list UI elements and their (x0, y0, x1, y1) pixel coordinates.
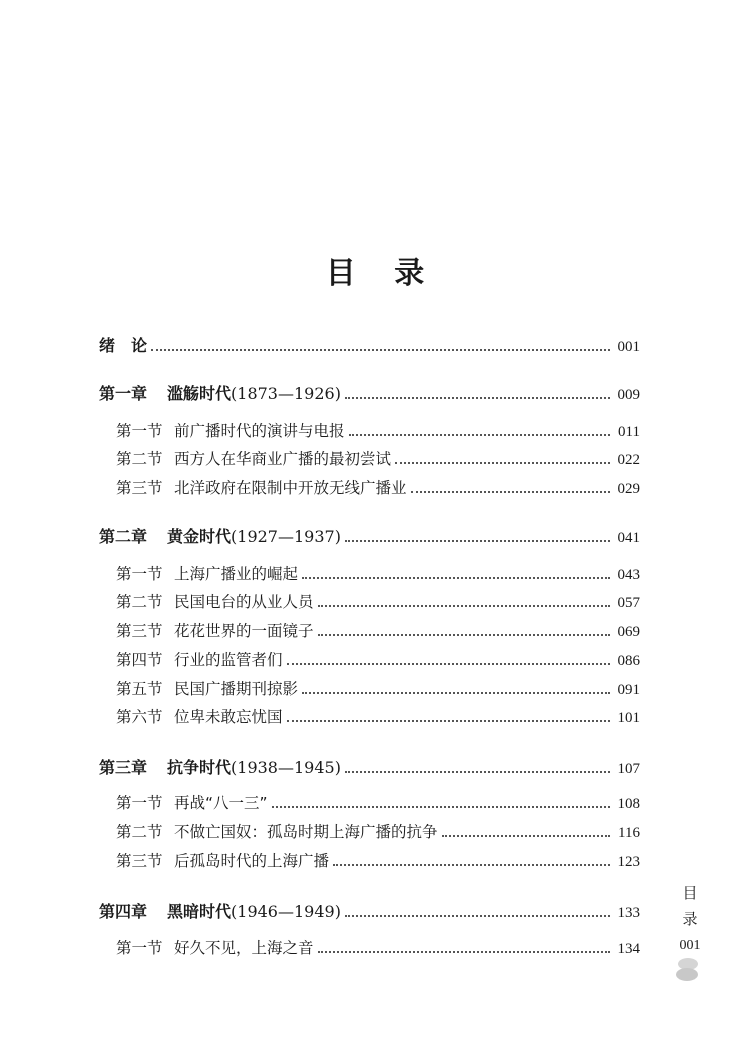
section-title: 不做亡国奴：孤岛时期上海广播的抗争 (174, 823, 438, 841)
dot-leader (287, 720, 610, 722)
dot-leader (349, 434, 610, 436)
section-title: 后孤岛时代的上海广播 (174, 852, 330, 870)
section-title: 位卑未敢忘忧国 (174, 708, 283, 726)
toc-page-number: 091 (617, 682, 640, 698)
toc-page-number: 022 (617, 452, 640, 468)
dot-leader (345, 397, 610, 399)
section-title: 好久不见，上海之音 (174, 939, 314, 957)
chapter-title: 抗争时代 (167, 758, 232, 777)
toc-intro[interactable] (99, 333, 640, 359)
section-title: 花花世界的一面镜子 (174, 622, 314, 640)
toc-section[interactable] (116, 589, 640, 615)
toc-page-number: 107 (617, 761, 640, 777)
section-title: 上海广播业的崛起 (174, 565, 299, 583)
chapter-number: 第四章 (99, 902, 148, 921)
dot-leader (395, 462, 610, 464)
section-number: 第四节 (116, 651, 163, 669)
toc-page-number: 101 (617, 710, 640, 726)
toc-page-number: 011 (618, 424, 640, 440)
dot-leader (345, 540, 610, 542)
dot-leader (318, 605, 610, 607)
dot-leader (442, 835, 610, 837)
toc-chapter-2[interactable] (99, 524, 640, 550)
toc-section[interactable] (116, 561, 640, 587)
section-title: 北洋政府在限制中开放无线广播业 (174, 479, 407, 497)
toc-section[interactable] (116, 446, 640, 472)
toc-section[interactable] (116, 935, 640, 961)
side-header-char: 录 (682, 910, 698, 928)
toc-page-number: 069 (617, 624, 640, 640)
section-title: 西方人在华商业广播的最初尝试 (174, 450, 392, 468)
chapter-number: 第三章 (99, 758, 148, 777)
page-title: 目 录 (325, 256, 439, 291)
section-number: 第三节 (116, 852, 163, 870)
toc-page-number: 134 (617, 941, 640, 957)
chapter-years: (1873—1926) (231, 384, 341, 403)
dot-leader (333, 864, 610, 866)
dot-leader (151, 349, 610, 351)
section-number: 第六节 (116, 708, 163, 726)
section-title: 再战“八一三” (174, 794, 268, 812)
section-number: 第一节 (116, 422, 163, 440)
toc-section[interactable] (116, 704, 640, 730)
chapter-number: 第二章 (99, 527, 148, 546)
toc-chapter-3[interactable] (99, 755, 640, 781)
section-number: 第三节 (116, 622, 163, 640)
toc-section[interactable] (116, 819, 640, 845)
toc-section[interactable] (116, 790, 640, 816)
dot-leader (302, 577, 610, 579)
section-title: 前广播时代的演讲与电报 (174, 422, 345, 440)
chapter-title: 滥觞时代 (167, 384, 232, 403)
chapter-title: 黄金时代 (167, 527, 232, 546)
side-running-header (676, 880, 704, 954)
toc-page-number: 001 (617, 339, 640, 355)
toc-page-number: 057 (617, 595, 640, 611)
toc-section[interactable] (116, 618, 640, 644)
dot-leader (345, 771, 610, 773)
side-page-number: 001 (679, 938, 701, 953)
section-number: 第一节 (116, 794, 163, 812)
section-number: 第二节 (116, 593, 163, 611)
dot-leader (411, 491, 610, 493)
decorative-pebble-icon (676, 968, 698, 981)
toc-section[interactable] (116, 475, 640, 501)
chapter-years: (1938—1945) (231, 758, 341, 777)
chapter-years: (1927—1937) (231, 527, 341, 546)
section-title: 行业的监管者们 (174, 651, 283, 669)
toc-chapter-4[interactable] (99, 899, 640, 925)
toc-section[interactable] (116, 676, 640, 702)
toc-chapter-1[interactable] (99, 381, 640, 407)
toc-section[interactable] (116, 647, 640, 673)
toc-page-number: 009 (617, 387, 640, 403)
chapter-years: (1946—1949) (231, 902, 341, 921)
section-title: 民国电台的从业人员 (174, 593, 314, 611)
toc-page-number: 043 (617, 567, 640, 583)
dot-leader (272, 806, 610, 808)
dot-leader (318, 634, 610, 636)
toc-page-number: 086 (617, 653, 640, 669)
side-header-char: 目 (682, 884, 698, 902)
toc-page-number: 029 (617, 481, 640, 497)
toc-page-number: 116 (618, 825, 640, 841)
toc-page-number: 133 (617, 905, 640, 921)
dot-leader (345, 915, 610, 917)
section-title: 民国广播期刊掠影 (174, 680, 299, 698)
toc-section[interactable] (116, 848, 640, 874)
section-number: 第一节 (116, 565, 163, 583)
chapter-title: 黑暗时代 (167, 902, 232, 921)
dot-leader (318, 951, 610, 953)
dot-leader (287, 663, 610, 665)
section-number: 第五节 (116, 680, 163, 698)
toc-section[interactable] (116, 418, 640, 444)
dot-leader (302, 692, 610, 694)
toc-page-number: 123 (617, 854, 640, 870)
section-number: 第二节 (116, 450, 163, 468)
section-number: 第一节 (116, 939, 163, 957)
section-number: 第二节 (116, 823, 163, 841)
toc-page-number: 041 (617, 530, 640, 546)
section-number: 第三节 (116, 479, 163, 497)
toc-page-number: 108 (617, 796, 640, 812)
chapter-number: 第一章 (99, 384, 148, 403)
toc-intro-label: 绪 论 (99, 336, 148, 355)
